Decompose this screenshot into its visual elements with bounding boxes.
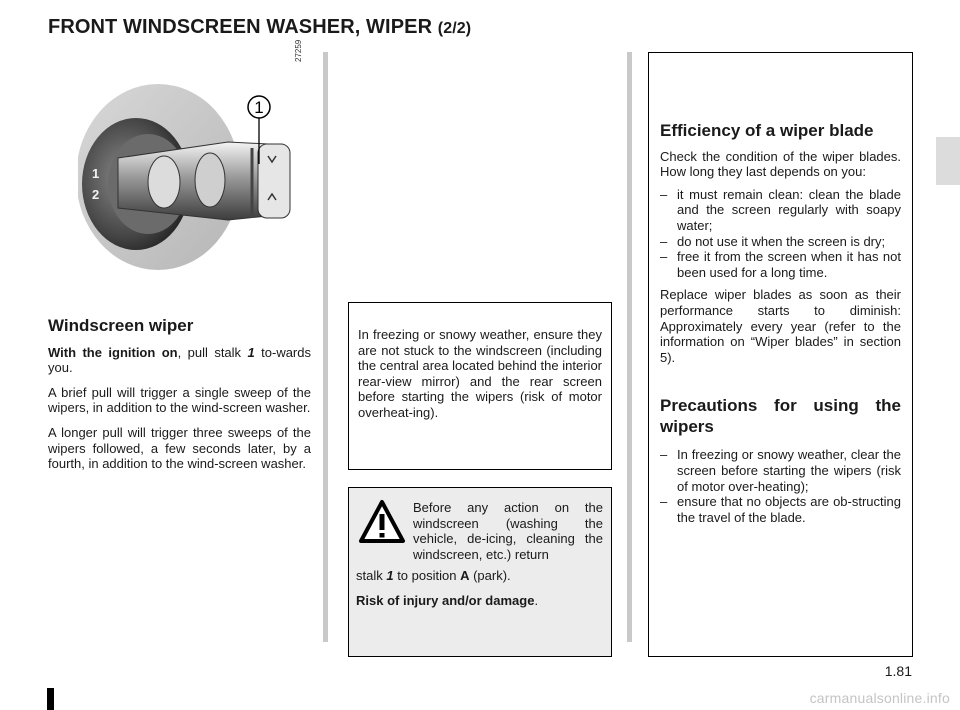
right-column-box xyxy=(648,52,913,657)
column-gutter-right xyxy=(627,52,632,642)
list-item: – In freezing or snowy weather, clear the screen before starting the wipers (risk of motor over-heating); xyxy=(660,447,901,494)
dial-label-1: 1 xyxy=(92,166,100,181)
warning-triangle-icon xyxy=(358,499,406,545)
windscreen-wiper-section xyxy=(48,318,311,481)
title-text: FRONT WINDSCREEN WASHER, WIPER xyxy=(48,16,433,38)
info-box xyxy=(348,302,612,470)
list-item: – ensure that no objects are ob-structing the travel of the blade. xyxy=(660,494,901,525)
callout-number: 1 xyxy=(254,98,264,117)
paragraph-brief-pull: A brief pull will trigger a single sweep of the wipers, in addition to the wind-screen washer. xyxy=(48,384,311,416)
replace-paragraph: Replace wiper blades as soon as their performance starts to diminish: Approximately every year (refer to the information on “Wiper blades” in section 5). xyxy=(660,287,901,365)
list-item: – free it from the screen when it has not been used for a long time. xyxy=(660,249,901,280)
corner-mark xyxy=(47,688,54,710)
risk-text: Risk of injury and/or damage. xyxy=(356,592,539,608)
watermark: carmanualsonline.info xyxy=(809,690,950,706)
list-item: – do not use it when the screen is dry; xyxy=(660,234,901,250)
paragraph-ignition: With the ignition on, pull stalk 1 to-wards you. xyxy=(48,344,311,376)
warning-box xyxy=(348,487,612,657)
page-title xyxy=(48,16,471,39)
section-heading: Windscreen wiper xyxy=(48,316,194,335)
section-side-tab xyxy=(936,137,960,185)
dial-label-2: 2 xyxy=(92,187,100,202)
figure-code: 27259 xyxy=(294,39,303,62)
page-number: 1.81 xyxy=(884,663,912,679)
efficiency-intro: Check the condition of the wiper blades. How long they last depends on you: xyxy=(660,148,901,180)
warning-text: Before any action on the windscreen (washing the vehicle, de-icing, cleaning the windscreen, etc.) return xyxy=(413,500,603,562)
info-text: In freezing or snowy weather, ensure they are not stuck to the windscreen (including the central area located behind the interior rear-view mirror) and the rear screen before starting the wipers (risk of motor overheat-ing). xyxy=(358,327,602,420)
list-item: – it must remain clean: clean the blade and the screen regularly with soapy water; xyxy=(660,187,901,234)
right-column-content xyxy=(660,123,901,532)
precautions-heading: Precautions for using the wipers xyxy=(660,396,901,437)
warning-continuation xyxy=(356,568,604,608)
efficiency-heading: Efficiency of a wiper blade xyxy=(660,121,874,140)
paragraph-longer-pull: A longer pull will trigger three sweeps of the wipers followed, a few seconds later, by a fourth, in addition to the wind-screen washer. xyxy=(48,424,311,472)
efficiency-list xyxy=(660,187,901,281)
column-gutter-left xyxy=(323,52,328,642)
precautions-list xyxy=(660,447,901,525)
wiper-stalk-illustration xyxy=(78,80,300,278)
title-suffix: (2/2) xyxy=(437,20,472,37)
warning-return-text: stalk 1 to position A (park). xyxy=(356,568,511,583)
